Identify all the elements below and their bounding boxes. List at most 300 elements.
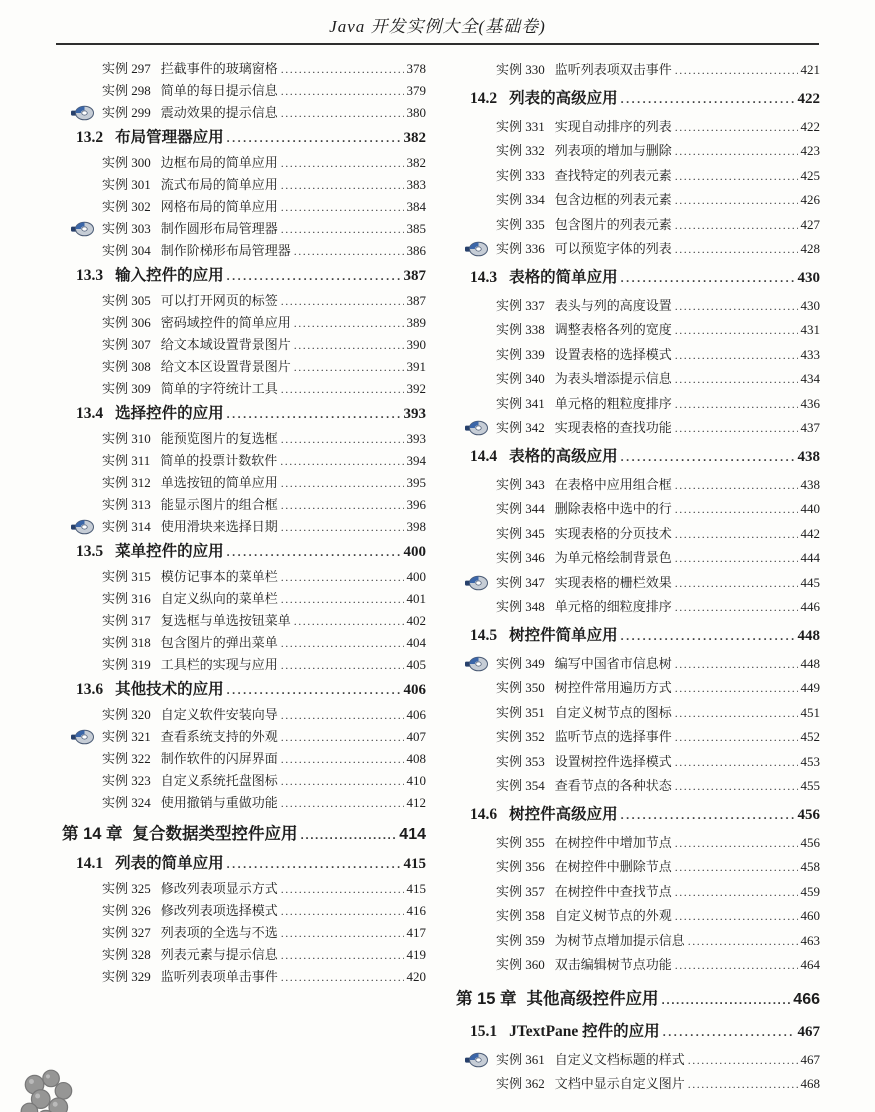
leader-dots xyxy=(227,677,401,703)
entry-title: 包含图片的弹出菜单 xyxy=(160,635,278,650)
entry-title: 给文本域设置背景图片 xyxy=(160,337,291,352)
entry-title: 实现表格的分页技术 xyxy=(554,525,672,541)
video-disc-icon xyxy=(71,519,95,535)
leader-dots xyxy=(675,595,798,620)
toc-section-entry xyxy=(62,539,426,565)
entry-page-number: 445 xyxy=(800,574,820,590)
entry-label: 实例 361 xyxy=(496,1051,545,1067)
entry-page-number: 455 xyxy=(800,778,820,793)
entry-label: 实例 337 xyxy=(496,297,545,313)
toc-example-entry xyxy=(456,855,820,880)
entry-page-number: 395 xyxy=(406,475,426,490)
entry-label: 实例 327 xyxy=(102,925,151,940)
entry-title: 列表项的全选与不选 xyxy=(160,925,278,940)
entry-label: 13.4 xyxy=(76,405,104,422)
toc-example-entry xyxy=(456,318,820,343)
entry-title: 在树控件中删除节点 xyxy=(554,859,672,874)
entry-label: 实例 313 xyxy=(102,497,151,512)
entry-page-number: 392 xyxy=(406,381,426,396)
entry-title: 工具栏的实现与应用 xyxy=(160,657,278,672)
toc-section-entry xyxy=(62,401,426,427)
entry-label: 实例 310 xyxy=(102,431,151,446)
entry-label: 实例 315 xyxy=(102,569,151,584)
toc-example-entry xyxy=(62,174,426,196)
entry-label: 实例 336 xyxy=(496,241,545,256)
entry-title: 单元格的细粒度排序 xyxy=(554,599,672,614)
entry-title: 文档中显示自定义图片 xyxy=(554,1076,685,1091)
entry-label: 实例 330 xyxy=(496,62,545,77)
entry-title: 调整表格各列的宽度 xyxy=(554,322,672,337)
leader-dots xyxy=(294,610,404,632)
entry-label: 13.2 xyxy=(76,129,104,146)
entry-label: 实例 334 xyxy=(496,192,545,207)
entry-page-number: 393 xyxy=(403,406,426,422)
leader-dots xyxy=(675,880,798,905)
leader-dots xyxy=(227,401,401,427)
entry-label: 实例 343 xyxy=(496,476,545,492)
toc-section-entry xyxy=(62,677,426,703)
toc-column-right xyxy=(456,58,820,1097)
leader-dots xyxy=(281,80,404,102)
entry-page-number: 438 xyxy=(797,448,820,465)
leader-dots xyxy=(688,1048,798,1073)
entry-page-number: 401 xyxy=(406,591,426,606)
toc-example-entry xyxy=(456,904,820,929)
entry-label: 13.6 xyxy=(76,681,104,698)
entry-page-number: 385 xyxy=(406,221,426,236)
entry-label: 14.2 xyxy=(470,89,498,107)
toc-example-entry xyxy=(456,929,820,954)
entry-page-number: 391 xyxy=(406,359,426,374)
entry-page-number: 463 xyxy=(800,932,820,948)
toc-example-entry xyxy=(456,1072,820,1097)
entry-title: 监听节点的选择事件 xyxy=(554,729,672,744)
entry-page-number: 415 xyxy=(406,881,426,896)
video-disc-icon xyxy=(71,105,95,121)
entry-title: 在树控件中增加节点 xyxy=(554,834,672,850)
toc-example-entry xyxy=(62,748,426,770)
entry-page-number: 382 xyxy=(403,130,426,146)
entry-title: 制作软件的闪屏界面 xyxy=(160,751,278,766)
leader-dots xyxy=(675,497,798,522)
entry-label: 实例 314 xyxy=(102,519,151,534)
toc-example-entry xyxy=(456,725,820,750)
entry-page-number: 423 xyxy=(800,143,820,158)
leader-dots xyxy=(294,240,404,262)
entry-page-number: 393 xyxy=(406,431,426,446)
leader-dots xyxy=(281,770,404,792)
leader-dots xyxy=(675,750,798,775)
entry-label: 实例 341 xyxy=(496,395,545,411)
entry-page-number: 380 xyxy=(406,105,426,120)
entry-label: 实例 358 xyxy=(496,908,545,923)
entry-label: 实例 345 xyxy=(496,525,545,541)
entry-page-number: 414 xyxy=(399,826,426,843)
leader-dots xyxy=(675,831,798,856)
leader-dots xyxy=(294,334,404,356)
entry-label: 实例 309 xyxy=(102,381,151,396)
leader-dots xyxy=(662,983,791,1016)
entry-title: 设置表格的选择模式 xyxy=(554,346,672,362)
toc-example-entry xyxy=(456,164,820,189)
entry-label: 实例 350 xyxy=(496,680,545,695)
entry-title: 给文本区设置背景图片 xyxy=(160,359,291,374)
leader-dots xyxy=(281,196,404,218)
entry-label: 实例 355 xyxy=(496,834,545,850)
toc-example-entry xyxy=(456,237,820,262)
leader-dots xyxy=(675,571,798,596)
entry-page-number: 430 xyxy=(797,269,820,286)
entry-title: 为表头增添提示信息 xyxy=(554,371,672,386)
leader-dots xyxy=(675,904,798,929)
leader-dots xyxy=(281,792,404,814)
entry-page-number: 404 xyxy=(406,635,426,650)
entry-label: 实例 351 xyxy=(496,704,545,720)
video-disc-icon xyxy=(465,575,489,591)
entry-label: 实例 346 xyxy=(496,550,545,565)
leader-dots xyxy=(675,652,798,677)
entry-page-number: 430 xyxy=(800,297,820,313)
entry-title: 修改列表项选择模式 xyxy=(160,903,278,918)
leader-dots xyxy=(688,929,798,954)
entry-page-number: 415 xyxy=(403,856,426,872)
entry-page-number: 428 xyxy=(800,241,820,256)
entry-title: 选择控件的应用 xyxy=(115,405,224,422)
book-title: Java 开发实例大全(基础卷) xyxy=(329,17,546,36)
entry-page-number: 417 xyxy=(406,925,426,940)
entry-title: 双击编辑树节点功能 xyxy=(554,957,672,972)
entry-page-number: 394 xyxy=(406,453,426,468)
entry-page-number: 383 xyxy=(406,177,426,192)
entry-page-number: 396 xyxy=(406,497,426,512)
entry-page-number: 410 xyxy=(406,773,426,788)
entry-label: 实例 344 xyxy=(496,501,545,516)
entry-page-number: 456 xyxy=(797,806,820,823)
entry-label: 14.4 xyxy=(470,447,498,465)
toc-example-entry xyxy=(62,472,426,494)
entry-page-number: 448 xyxy=(800,655,820,671)
leader-dots xyxy=(227,125,401,151)
entry-label: 实例 326 xyxy=(102,903,151,918)
entry-label: 第 14 章 xyxy=(62,825,123,843)
leader-dots xyxy=(294,312,404,334)
entry-title: 树控件简单应用 xyxy=(509,626,618,644)
entry-title: 其他高级控件应用 xyxy=(526,989,659,1008)
toc-section-entry xyxy=(62,125,426,151)
toc-example-entry xyxy=(456,750,820,775)
entry-title: 设置树控件选择模式 xyxy=(554,753,672,769)
entry-label: 15.1 xyxy=(470,1022,498,1040)
entry-title: 编写中国省市信息树 xyxy=(554,655,672,671)
toc-example-entry xyxy=(62,334,426,356)
toc-section-entry xyxy=(62,851,426,877)
toc-example-entry xyxy=(62,196,426,218)
entry-page-number: 460 xyxy=(800,908,820,923)
entry-page-number: 426 xyxy=(800,192,820,207)
entry-label: 实例 329 xyxy=(102,969,151,984)
entry-page-number: 405 xyxy=(406,657,426,672)
entry-page-number: 451 xyxy=(800,704,820,720)
toc-example-entry xyxy=(62,494,426,516)
entry-page-number: 402 xyxy=(406,613,426,628)
leader-dots xyxy=(281,900,404,922)
toc-example-entry xyxy=(62,654,426,676)
leader-dots xyxy=(675,725,798,750)
entry-title: 在表格中应用组合框 xyxy=(554,476,672,492)
entry-label: 实例 359 xyxy=(496,932,545,948)
toc-section-entry xyxy=(456,800,820,830)
entry-page-number: 406 xyxy=(403,682,426,698)
leader-dots xyxy=(688,1072,798,1097)
entry-page-number: 386 xyxy=(406,243,426,258)
leader-dots xyxy=(621,263,795,293)
leader-dots xyxy=(675,676,798,701)
toc-example-entry xyxy=(456,115,820,140)
entry-title: 列表项的增加与删除 xyxy=(554,143,672,158)
leader-dots xyxy=(227,539,401,565)
leader-dots xyxy=(675,416,798,441)
leader-dots xyxy=(281,378,404,400)
toc-example-entry xyxy=(456,953,820,978)
entry-title: 简单的字符统计工具 xyxy=(160,381,278,396)
toc-example-entry xyxy=(62,900,426,922)
entry-title: 使用滑块来选择日期 xyxy=(160,519,278,534)
entry-page-number: 444 xyxy=(800,550,820,565)
leader-dots xyxy=(675,318,798,343)
entry-page-number: 384 xyxy=(406,199,426,214)
leader-dots xyxy=(280,450,403,472)
leader-dots xyxy=(281,704,404,726)
entry-label: 实例 331 xyxy=(496,118,545,134)
entry-title: 可以打开网页的标签 xyxy=(160,293,278,308)
entry-label: 实例 311 xyxy=(102,453,151,468)
entry-title: 自定义软件安装向导 xyxy=(160,707,278,722)
toc-column-left xyxy=(62,58,426,988)
entry-title: 查看节点的各种状态 xyxy=(554,778,672,793)
entry-title: 列表的高级应用 xyxy=(509,89,618,107)
toc-example-entry xyxy=(456,571,820,596)
toc-example-entry xyxy=(456,58,820,83)
entry-page-number: 459 xyxy=(800,883,820,899)
entry-page-number: 466 xyxy=(793,990,820,1008)
leader-dots xyxy=(675,855,798,880)
entry-title: 其他技术的应用 xyxy=(115,681,224,698)
entry-label: 实例 320 xyxy=(102,707,151,722)
entry-page-number: 442 xyxy=(800,525,820,541)
toc-example-entry xyxy=(456,416,820,441)
entry-title: 查看系统支持的外观 xyxy=(160,729,278,744)
toc-example-entry xyxy=(62,632,426,654)
leader-dots xyxy=(621,84,795,114)
entry-label: 实例 352 xyxy=(496,729,545,744)
entry-page-number: 382 xyxy=(406,155,426,170)
toc-example-entry xyxy=(62,378,426,400)
entry-title: 自定义纵向的菜单栏 xyxy=(160,591,278,606)
entry-title: 密码域控件的简单应用 xyxy=(160,315,291,330)
toc-example-entry xyxy=(62,588,426,610)
toc-section-entry xyxy=(62,263,426,289)
toc-example-entry xyxy=(456,831,820,856)
leader-dots xyxy=(675,58,798,83)
leader-dots xyxy=(281,922,404,944)
leader-dots xyxy=(675,115,798,140)
header-rule xyxy=(56,43,819,45)
toc-example-entry xyxy=(62,704,426,726)
entry-page-number: 468 xyxy=(800,1076,820,1091)
leader-dots xyxy=(281,102,404,124)
entry-label: 实例 316 xyxy=(102,591,151,606)
leader-dots xyxy=(675,522,798,547)
entry-title: 列表的简单应用 xyxy=(115,855,224,872)
leader-dots xyxy=(663,1017,795,1047)
entry-page-number: 400 xyxy=(403,544,426,560)
leader-dots xyxy=(281,494,404,516)
leader-dots xyxy=(675,139,798,164)
toc-columns xyxy=(62,58,820,1097)
entry-title: 简单的投票计数软件 xyxy=(160,453,278,468)
toc-section-entry xyxy=(456,621,820,651)
leader-dots xyxy=(675,188,798,213)
leader-dots xyxy=(621,442,795,472)
entry-page-number: 425 xyxy=(800,167,820,183)
leader-dots xyxy=(281,218,404,240)
leader-dots xyxy=(281,58,404,80)
entry-title: 布局管理器应用 xyxy=(115,129,224,146)
toc-example-entry xyxy=(62,966,426,988)
entry-label: 实例 322 xyxy=(102,751,151,766)
entry-label: 实例 300 xyxy=(102,155,151,170)
toc-example-entry xyxy=(62,58,426,80)
toc-example-entry xyxy=(62,240,426,262)
toc-example-entry xyxy=(62,566,426,588)
entry-title: 修改列表项显示方式 xyxy=(160,881,278,896)
toc-example-entry xyxy=(456,188,820,213)
leader-dots xyxy=(675,237,798,262)
entry-title: 实现表格的栅栏效果 xyxy=(554,574,672,590)
toc-section-entry xyxy=(456,84,820,114)
entry-page-number: 467 xyxy=(800,1051,820,1067)
entry-label: 14.5 xyxy=(470,626,498,644)
leader-dots xyxy=(301,819,397,850)
toc-example-entry xyxy=(456,676,820,701)
entry-label: 实例 362 xyxy=(496,1076,545,1091)
entry-title: 监听列表项双击事件 xyxy=(554,62,672,77)
video-disc-icon xyxy=(71,221,95,237)
entry-label: 实例 349 xyxy=(496,655,545,671)
entry-label: 实例 303 xyxy=(102,221,151,236)
entry-title: 自定义树节点的图标 xyxy=(554,704,672,720)
entry-label: 实例 347 xyxy=(496,574,545,590)
entry-title: 列表元素与提示信息 xyxy=(160,947,278,962)
entry-label: 实例 340 xyxy=(496,371,545,386)
entry-page-number: 378 xyxy=(406,61,426,76)
entry-title: 自定义树节点的外观 xyxy=(554,908,672,923)
entry-label: 实例 339 xyxy=(496,346,545,362)
leader-dots xyxy=(675,392,798,417)
entry-title: 在树控件中查找节点 xyxy=(554,883,672,899)
entry-title: 复合数据类型控件应用 xyxy=(132,825,298,843)
entry-title: 表格的高级应用 xyxy=(509,447,618,465)
entry-title: 自定义系统托盘图标 xyxy=(160,773,278,788)
leader-dots xyxy=(675,701,798,726)
entry-page-number: 387 xyxy=(403,268,426,284)
entry-page-number: 458 xyxy=(800,859,820,874)
entry-title: JTextPane 控件的应用 xyxy=(509,1022,660,1040)
entry-label: 13.5 xyxy=(76,543,104,560)
leader-dots xyxy=(675,546,798,571)
toc-example-entry xyxy=(62,312,426,334)
leader-dots xyxy=(294,356,404,378)
entry-label: 实例 306 xyxy=(102,315,151,330)
entry-title: 网格布局的简单应用 xyxy=(160,199,278,214)
leader-dots xyxy=(675,367,798,392)
toc-example-entry xyxy=(62,726,426,748)
toc-example-entry xyxy=(62,102,426,124)
toc-example-entry xyxy=(62,428,426,450)
entry-page-number: 427 xyxy=(800,216,820,232)
toc-example-entry xyxy=(456,367,820,392)
leader-dots xyxy=(227,851,401,877)
leader-dots xyxy=(621,800,795,830)
entry-label: 实例 353 xyxy=(496,753,545,769)
entry-page-number: 416 xyxy=(406,903,426,918)
entry-title: 边框布局的简单应用 xyxy=(160,155,278,170)
entry-title: 简单的每日提示信息 xyxy=(160,83,278,98)
entry-page-number: 387 xyxy=(406,293,426,308)
entry-title: 监听列表项单击事件 xyxy=(160,969,278,984)
toc-example-entry xyxy=(456,701,820,726)
video-disc-icon xyxy=(465,241,489,257)
entry-label: 实例 304 xyxy=(102,243,151,258)
entry-label: 实例 357 xyxy=(496,883,545,899)
toc-example-entry xyxy=(62,80,426,102)
entry-title: 单选按钮的简单应用 xyxy=(160,475,278,490)
leader-dots xyxy=(675,294,798,319)
entry-page-number: 407 xyxy=(406,729,426,744)
toc-example-entry xyxy=(62,218,426,240)
entry-page-number: 464 xyxy=(800,957,820,972)
entry-label: 实例 354 xyxy=(496,778,545,793)
toc-example-entry xyxy=(456,774,820,799)
toc-example-entry xyxy=(62,450,426,472)
toc-section-entry xyxy=(456,263,820,293)
leader-dots xyxy=(675,774,798,799)
toc-example-entry xyxy=(456,522,820,547)
toc-example-entry xyxy=(62,152,426,174)
entry-label: 实例 312 xyxy=(102,475,151,490)
entry-title: 查找特定的列表元素 xyxy=(554,167,672,183)
leader-dots xyxy=(281,966,404,988)
entry-page-number: 420 xyxy=(406,969,426,984)
entry-title: 单元格的粗粒度排序 xyxy=(554,395,672,411)
entry-title: 包含边框的列表元素 xyxy=(554,192,672,207)
page-header xyxy=(56,12,819,45)
entry-page-number: 419 xyxy=(406,947,426,962)
toc-example-entry xyxy=(456,213,820,238)
entry-label: 实例 348 xyxy=(496,599,545,614)
toc-example-entry xyxy=(62,944,426,966)
entry-page-number: 390 xyxy=(406,337,426,352)
entry-title: 为树节点增加提示信息 xyxy=(554,932,685,948)
entry-label: 实例 299 xyxy=(102,105,151,120)
entry-label: 实例 338 xyxy=(496,322,545,337)
leader-dots xyxy=(281,878,404,900)
entry-page-number: 422 xyxy=(797,90,820,107)
leader-dots xyxy=(227,263,401,289)
entry-label: 实例 332 xyxy=(496,143,545,158)
leader-dots xyxy=(675,953,798,978)
toc-example-entry xyxy=(62,290,426,312)
